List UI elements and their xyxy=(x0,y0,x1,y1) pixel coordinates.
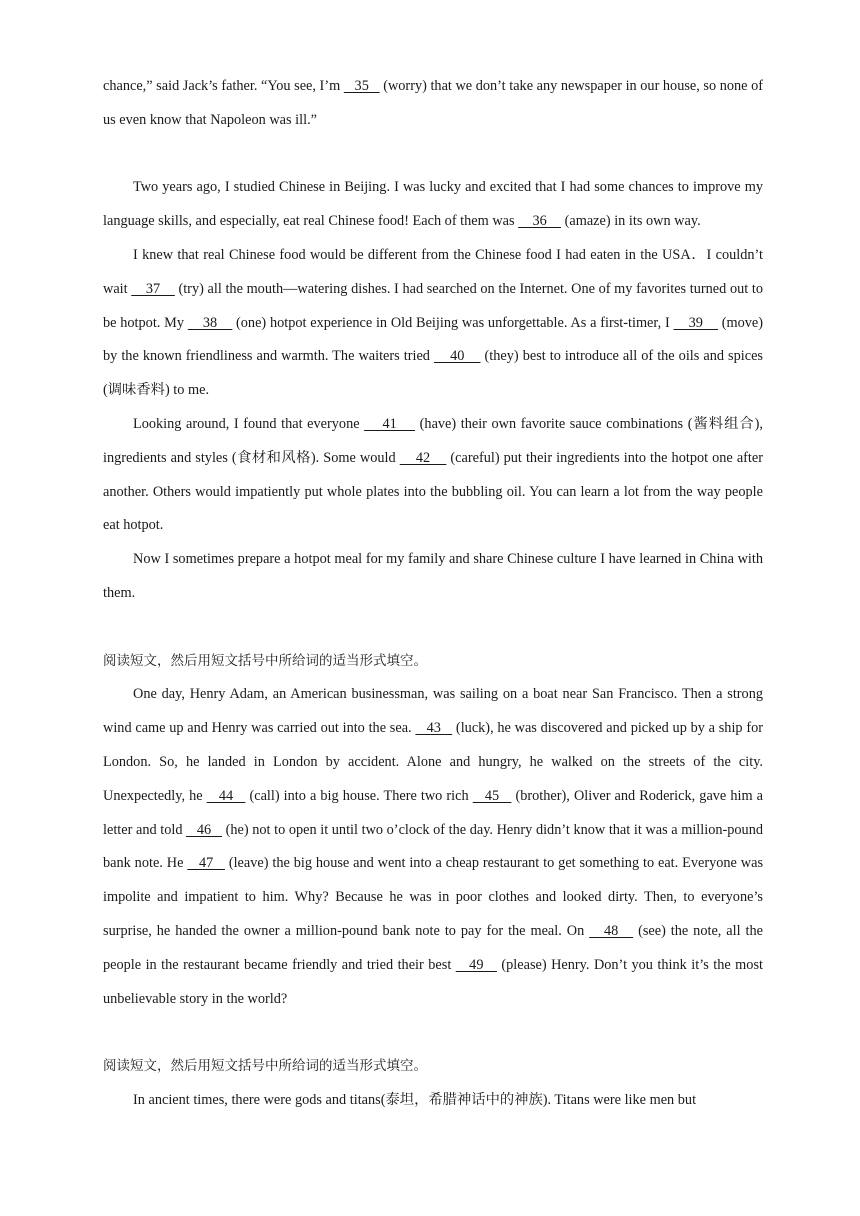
text-run: (one) hotpot experience in Old Beijing was unforgettable. As a first-timer, I xyxy=(232,314,674,331)
paragraph xyxy=(103,70,763,138)
answer-blank[interactable]: 46 xyxy=(186,821,223,838)
text-run: (amaze) in its own way. xyxy=(561,213,701,230)
text-run: (call) into a big house. There two rich xyxy=(245,787,473,804)
answer-blank[interactable]: 35 xyxy=(343,78,380,94)
section-instruction: 阅读短文，然后用短文括号中所给词的适当形式填空。 xyxy=(103,652,427,669)
answer-blank[interactable]: 37 xyxy=(131,280,175,297)
answer-blank[interactable]: 42 xyxy=(399,449,447,466)
answer-blank[interactable]: 43 xyxy=(415,720,453,737)
text-run: (they) best to introduce all of the oils and spices (调味香料) to me. xyxy=(103,348,763,399)
text-run: (see) the note, all the people in the restaurant became friendly and tried their best xyxy=(103,922,764,973)
passage-section xyxy=(103,70,763,138)
answer-blank[interactable]: 39 xyxy=(673,314,718,331)
text-run: (try) all the mouth—watering dishes. I had searched on the Internet. One of my favorites turned out to be hotpot. My xyxy=(103,280,763,331)
text-run: (brother), Oliver and Roderick, gave him a letter and told xyxy=(103,787,764,838)
paragraph xyxy=(103,239,763,408)
passage-section xyxy=(103,645,763,1017)
answer-blank[interactable]: 40 xyxy=(433,348,481,365)
text-run: (have) their own favorite sauce combinations (酱料组合), ingredients and styles (食材和风格). Some would xyxy=(103,415,764,466)
paragraph xyxy=(103,408,763,543)
text-run: I knew that real Chinese food would be different from the Chinese food I had eaten in the USA．I couldn’t wait xyxy=(103,246,763,297)
paragraph xyxy=(103,543,763,611)
answer-blank[interactable]: 47 xyxy=(187,855,225,872)
passage-section xyxy=(103,171,763,610)
paragraph xyxy=(103,678,763,1016)
text-run: chance,” said Jack’s father. “You see, I’m xyxy=(103,78,344,94)
answer-blank[interactable]: 36 xyxy=(518,213,562,230)
text-run: One day, Henry Adam, an American businessman, was sailing on a boat near San Francisco. Then a strong wind came up and Henry was carried out into the sea. xyxy=(103,686,763,737)
answer-blank[interactable]: 41 xyxy=(364,415,416,432)
text-run: (he) not to open it until two o’clock of the day. Henry didn’t know that it was a million-pound bank note. He xyxy=(103,821,764,872)
paragraph xyxy=(103,1084,763,1118)
text-run: (please) Henry. Don’t you think it’s the most unbelievable story in the world? xyxy=(103,956,763,1007)
answer-blank[interactable]: 38 xyxy=(187,314,233,331)
text-run: (careful) put their ingredients into the hotpot one after another. Others would impatiently put whole plates into the bubbling oil. You can learn a lot from the way people eat hotpot. xyxy=(103,449,763,534)
document-page xyxy=(103,70,763,1118)
text-run: (move) by the known friendliness and warmth. The waiters tried xyxy=(103,314,764,365)
text-run: Looking around, I found that everyone xyxy=(133,415,365,432)
section-instruction: 阅读短文，然后用短文括号中所给词的适当形式填空。 xyxy=(103,1058,427,1075)
answer-blank[interactable]: 44 xyxy=(206,787,246,804)
text-run: Now I sometimes prepare a hotpot meal for my family and share Chinese culture I have learned in China with them. xyxy=(103,551,763,601)
text-run: (luck), he was discovered and picked up by a ship for London. So, he landed in London by accident. Alone and hungry, he walked on the streets of the city. Unexpectedly, he xyxy=(103,720,763,804)
text-run: In ancient times, there were gods and titans(泰坦，希腊神话中的神族). Titans were like men but xyxy=(133,1091,697,1108)
answer-blank[interactable]: 45 xyxy=(472,787,512,804)
paragraph xyxy=(103,171,763,239)
text-run: (worry) that we don’t take any newspaper in our house, so none of us even know that Napoleon was ill.” xyxy=(103,78,764,128)
answer-blank[interactable]: 48 xyxy=(589,922,634,939)
passage-section xyxy=(103,1050,763,1118)
text-run: (leave) the big house and went into a cheap restaurant to get something to eat. Everyone was impolite and impatient to him. Why? Because he was in poor clothes and looked dirty. Then, to everyone’s surprise, he handed the owner a million-pound bank note to pay for the meal. On xyxy=(103,855,764,939)
text-run: Two years ago, I studied Chinese in Beijing. I was lucky and excited that I had some chances to improve my language skills, and especially, eat real Chinese food! Each of them was xyxy=(103,179,763,230)
answer-blank[interactable]: 49 xyxy=(455,956,497,973)
